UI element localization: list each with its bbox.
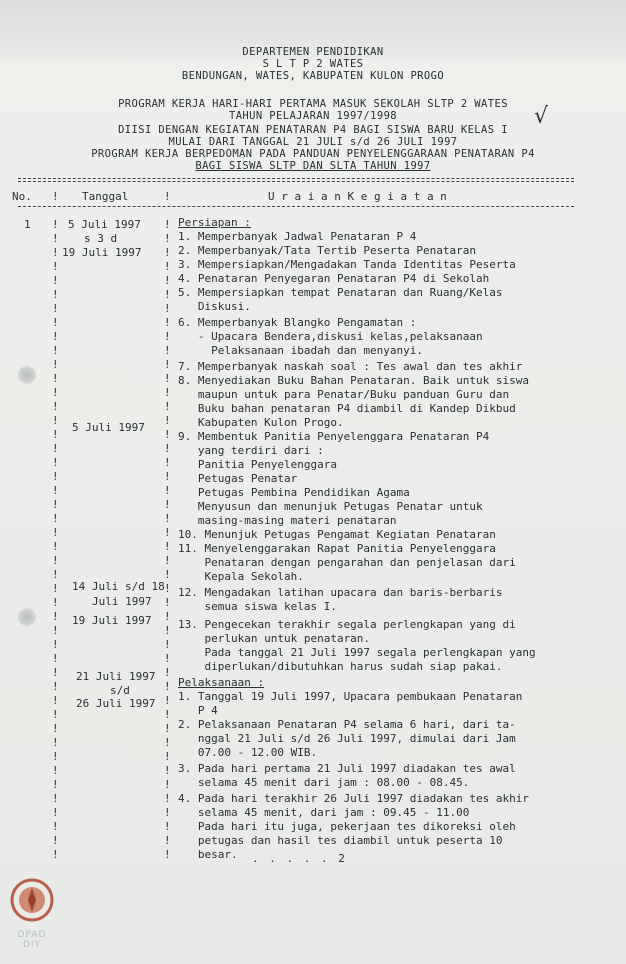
activity-text: Pada hari itu juga, pekerjaan tes dikoreksi oleh: [178, 820, 516, 833]
activity-text: Petugas Penatar: [178, 472, 298, 485]
column-divider: !: [164, 568, 171, 581]
column-divider: !: [52, 596, 59, 609]
column-divider: !: [52, 274, 59, 287]
column-divider: !: [164, 190, 171, 203]
column-divider: !: [164, 484, 171, 497]
header-guideline-year: BAGI SISWA SLTP DAN SLTA TAHUN 1997: [195, 160, 431, 172]
activity-text: 10. Menunjuk Petugas Pengamat Kegiatan Penataran: [178, 528, 496, 541]
column-divider: !: [52, 260, 59, 273]
column-divider: !: [164, 806, 171, 819]
column-divider: !: [164, 554, 171, 567]
activity-text: 5. Mempersiapkan tempat Penataran dan Ruang/Kelas: [178, 286, 503, 299]
date-entry: 5 Juli 1997: [68, 218, 141, 231]
column-divider: !: [164, 652, 171, 665]
activity-text: Petugas Pembina Pendidikan Agama: [178, 486, 410, 499]
column-divider: !: [52, 848, 59, 861]
column-divider: !: [52, 652, 59, 665]
column-divider: !: [52, 218, 59, 231]
activity-text: Pelaksanaan ibadah dan menyanyi.: [178, 344, 424, 357]
column-divider: !: [164, 778, 171, 791]
column-divider: !: [164, 260, 171, 273]
column-divider: !: [52, 512, 59, 525]
column-divider: !: [52, 190, 59, 203]
activity-text: 3. Pada hari pertama 21 Juli 1997 diadakan tes awal: [178, 762, 516, 775]
activity-text: masing-masing materi penataran: [178, 514, 397, 527]
activity-text: nggal 21 Juli s/d 26 Juli 1997, dimulai dari Jam: [178, 732, 516, 745]
column-divider: !: [52, 764, 59, 777]
activity-text: 6. Memperbanyak Blangko Pengamatan :: [178, 316, 417, 329]
date-entry: 19 Juli 1997: [72, 614, 152, 627]
activity-text: 07.00 - 12.00 WIB.: [178, 746, 318, 759]
column-divider: !: [164, 288, 171, 301]
activity-text: 1. Tanggal 19 Juli 1997, Upacara pembukaan Penataran: [178, 690, 523, 703]
column-divider: !: [52, 834, 59, 847]
column-divider: !: [164, 372, 171, 385]
activity-text: Pada tanggal 21 Juli 1997 segala perlengkapan yang: [178, 646, 536, 659]
column-divider: !: [52, 456, 59, 469]
activity-text: maupun untuk para Penatar/Buku panduan Guru dan: [178, 388, 510, 401]
activity-text: 3. Mempersiapkan/Mengadakan Tanda Identitas Peserta: [178, 258, 516, 271]
column-divider: !: [164, 414, 171, 427]
column-divider: !: [164, 344, 171, 357]
date-entry: s/d: [110, 684, 130, 697]
column-header-uraian: U r a i a n K e g i a t a n: [268, 190, 447, 203]
column-divider: !: [52, 820, 59, 833]
column-divider: !: [164, 358, 171, 371]
column-divider: !: [164, 848, 171, 861]
column-divider: !: [52, 568, 59, 581]
table-header-rule: [18, 206, 574, 207]
column-divider: !: [164, 218, 171, 231]
activity-text: Pelaksanaan :: [178, 676, 265, 689]
activity-text: besar.: [178, 848, 238, 861]
column-divider: !: [164, 582, 171, 595]
column-divider: !: [164, 610, 171, 623]
table-top-rule-2: [18, 181, 574, 182]
column-divider: !: [164, 400, 171, 413]
column-divider: !: [52, 778, 59, 791]
column-divider: !: [164, 764, 171, 777]
column-divider: !: [164, 330, 171, 343]
activity-text: diperlukan/dibutuhkan harus sudah siap pakai.: [178, 660, 503, 673]
header-school-year: TAHUN PELAJARAN 1997/1998: [228, 110, 398, 122]
activity-text: selama 45 menit, dari jam : 09.45 - 11.00: [178, 806, 470, 819]
column-divider: !: [52, 442, 59, 455]
date-entry: Juli 1997: [92, 595, 152, 608]
punch-hole: [18, 608, 36, 626]
column-divider: !: [52, 750, 59, 763]
column-divider: !: [164, 666, 171, 679]
column-divider: !: [52, 400, 59, 413]
watermark-label-top: DPAD: [17, 930, 47, 940]
activity-text: 1. Memperbanyak Jadwal Penataran P 4: [178, 230, 417, 243]
activity-text: 2. Memperbanyak/Tata Tertib Peserta Penataran: [178, 244, 477, 257]
activity-text: Persiapan :: [178, 216, 251, 229]
column-divider: !: [52, 288, 59, 301]
column-divider: !: [52, 680, 59, 693]
page-number: . . . . . 2: [252, 852, 347, 865]
row-number: 1: [24, 218, 31, 231]
column-divider: !: [164, 526, 171, 539]
column-divider: !: [164, 316, 171, 329]
check-mark: √: [534, 104, 549, 129]
column-divider: !: [52, 694, 59, 707]
column-divider: !: [52, 358, 59, 371]
activity-text: 11. Menyelenggarakan Rapat Panitia Penyelenggara: [178, 542, 496, 555]
column-divider: !: [52, 638, 59, 651]
activity-text: perlukan untuk penataran.: [178, 632, 371, 645]
date-entry: 21 Juli 1997: [76, 670, 156, 683]
date-entry: 19 Juli 1997: [62, 246, 142, 259]
watermark-label: [14, 930, 50, 950]
header-program-title: PROGRAM KERJA HARI-HARI PERTAMA MASUK SEKOLAH SLTP 2 WATES: [118, 98, 508, 110]
activity-text: selama 45 menit dari jam : 08.00 - 08.45.: [178, 776, 470, 789]
activity-text: Kabupaten Kulon Progo.: [178, 416, 344, 429]
column-divider: !: [52, 316, 59, 329]
date-entry: 26 Juli 1997: [76, 697, 156, 710]
column-divider: !: [164, 428, 171, 441]
column-divider: !: [164, 540, 171, 553]
date-entry: 14 Juli s/d 18: [72, 580, 165, 593]
column-divider: !: [164, 834, 171, 847]
column-divider: !: [164, 708, 171, 721]
column-divider: !: [164, 386, 171, 399]
activity-text: Kepala Sekolah.: [178, 570, 304, 583]
column-divider: !: [52, 246, 59, 259]
watermark-label-bottom: DIY: [22, 940, 42, 950]
column-divider: !: [164, 274, 171, 287]
table-top-rule: [18, 178, 574, 179]
column-header-tanggal: Tanggal: [82, 190, 129, 203]
activity-text: 12. Mengadakan latihan upacara dan baris-berbaris: [178, 586, 503, 599]
activity-text: 2. Pelaksanaan Penataran P4 selama 6 hari, dari ta-: [178, 718, 516, 731]
column-header-no: No.: [12, 190, 32, 203]
column-divider: !: [52, 624, 59, 637]
column-divider: !: [52, 666, 59, 679]
column-divider: !: [52, 722, 59, 735]
column-divider: !: [52, 540, 59, 553]
activity-text: Panitia Penyelenggara: [178, 458, 337, 471]
header-school: S L T P 2 WATES: [262, 58, 364, 70]
date-entry: s 3 d: [84, 232, 118, 245]
column-divider: !: [164, 596, 171, 609]
activity-text: - Upacara Bendera,diskusi kelas,pelaksanaan: [178, 330, 483, 343]
activity-text: 7. Memperbanyak naskah soal : Tes awal dan tes akhir: [178, 360, 523, 373]
column-divider: !: [52, 302, 59, 315]
activity-text: Menyusun dan menunjuk Petugas Penatar untuk: [178, 500, 483, 513]
column-divider: !: [164, 680, 171, 693]
column-divider: !: [52, 610, 59, 623]
column-divider: !: [52, 582, 59, 595]
activity-text: Buku bahan penataran P4 diambil di Kandep Dikbud: [178, 402, 516, 415]
activity-text: P 4: [178, 704, 218, 717]
column-divider: !: [52, 344, 59, 357]
column-divider: !: [164, 792, 171, 805]
dpad-seal-icon: [10, 878, 54, 922]
column-divider: !: [52, 554, 59, 567]
column-divider: !: [52, 232, 59, 245]
activity-text: Diskusi.: [178, 300, 251, 313]
activity-text: yang terdiri dari :: [178, 444, 324, 457]
column-divider: !: [164, 512, 171, 525]
activity-text: Penataran dengan pengarahan dan penjelasan dari: [178, 556, 516, 569]
column-divider: !: [164, 470, 171, 483]
column-divider: !: [52, 386, 59, 399]
column-divider: !: [52, 806, 59, 819]
header-address: BENDUNGAN, WATES, KABUPATEN KULON PROGO: [181, 70, 445, 82]
column-divider: !: [164, 498, 171, 511]
activity-text: 13. Pengecekan terakhir segala perlengkapan yang di: [178, 618, 516, 631]
header-period: MULAI DARI TANGGAL 21 JULI s/d 26 JULI 1997: [168, 136, 458, 148]
activity-text: 8. Menyediakan Buku Bahan Penataran. Baik untuk siswa: [178, 374, 529, 387]
column-divider: !: [164, 820, 171, 833]
column-divider: !: [164, 624, 171, 637]
header-activity: DIISI DENGAN KEGIATAN PENATARAN P4 BAGI SISWA BARU KELAS I: [118, 124, 508, 136]
activity-text: semua siswa kelas I.: [178, 600, 337, 613]
column-divider: !: [52, 330, 59, 343]
activity-text: 9. Membentuk Panitia Penyelenggara Penataran P4: [178, 430, 490, 443]
column-divider: !: [164, 750, 171, 763]
column-divider: !: [164, 442, 171, 455]
column-divider: !: [164, 694, 171, 707]
column-divider: !: [52, 428, 59, 441]
column-divider: !: [52, 708, 59, 721]
activity-text: petugas dan hasil tes diambil untuk peserta 10: [178, 834, 503, 847]
column-divider: !: [52, 736, 59, 749]
column-divider: !: [164, 246, 171, 259]
column-divider: !: [52, 414, 59, 427]
column-divider: !: [52, 470, 59, 483]
column-divider: !: [164, 232, 171, 245]
header-guideline: PROGRAM KERJA BERPEDOMAN PADA PANDUAN PENYELENGGARAAN PENATARAN P4: [91, 148, 535, 160]
activity-text: 4. Pada hari terakhir 26 Juli 1997 diadakan tes akhir: [178, 792, 529, 805]
column-divider: !: [164, 456, 171, 469]
column-divider: !: [52, 484, 59, 497]
activity-text: 4. Penataran Penyegaran Penataran P4 di Sekolah: [178, 272, 490, 285]
punch-hole: [18, 366, 36, 384]
column-divider: !: [52, 498, 59, 511]
date-entry: 5 Juli 1997: [72, 421, 145, 434]
column-divider: !: [52, 372, 59, 385]
header-department: DEPARTEMEN PENDIDIKAN: [242, 46, 384, 58]
column-divider: !: [164, 638, 171, 651]
column-divider: !: [164, 302, 171, 315]
column-divider: !: [52, 792, 59, 805]
column-divider: !: [164, 736, 171, 749]
column-divider: !: [164, 722, 171, 735]
column-divider: !: [52, 526, 59, 539]
